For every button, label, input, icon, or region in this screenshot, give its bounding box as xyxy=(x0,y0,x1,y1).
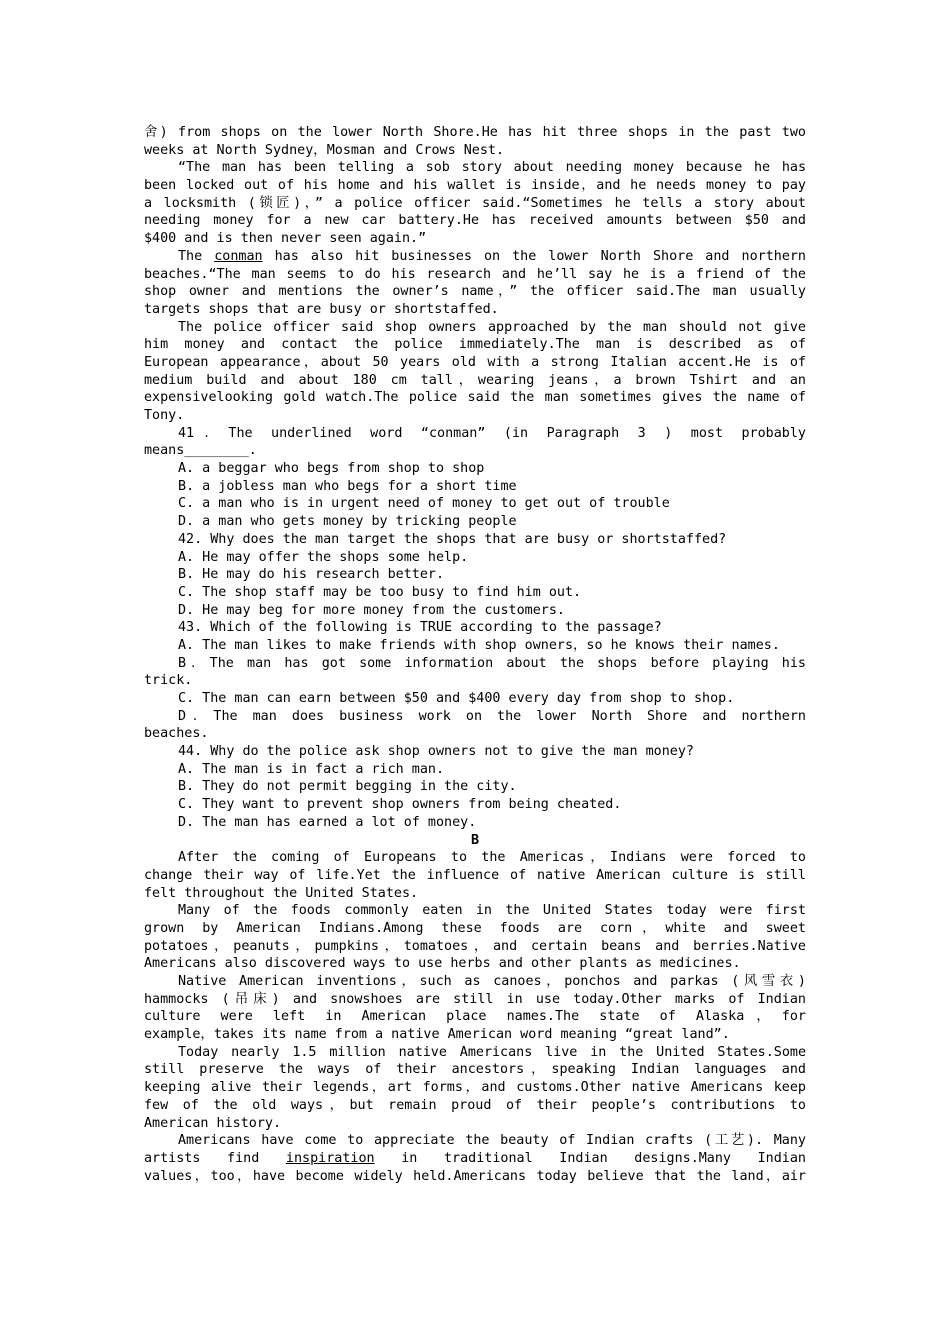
passage-line: Americans have come to appreciate the beauty of Indian crafts (工艺). Many xyxy=(178,1133,806,1149)
passage-line: grown by American Indians.Among these foods are corn，white and sweet xyxy=(144,920,806,936)
question-line: means________. xyxy=(144,443,257,459)
question-line: C. The shop staff may be too busy to find him out. xyxy=(178,584,582,600)
passage-line: potatoes，peanuts，pumpkins，tomatoes，and certain beans and berries.Native xyxy=(144,938,806,954)
question-line: beaches. xyxy=(144,726,209,742)
passage-line: beaches.“The man seems to do his research and he’ll say he is a friend of the xyxy=(144,266,806,282)
question-line: 42. Why does the man target the shops that are busy or shortstaffed? xyxy=(178,531,727,547)
question-line: 43. Which of the following is TRUE according to the passage? xyxy=(178,620,662,636)
passage-line: expensivelooking gold watch.The police said the man sometimes gives the name of xyxy=(144,390,806,406)
passage-line: him money and contact the police immediately.The man is described as of xyxy=(144,337,806,353)
question-line: D. He may beg for more money from the customers. xyxy=(178,602,565,618)
passage-line: hammocks (吊床) and snowshoes are still in use today.Other marks of Indian xyxy=(144,991,806,1007)
question-list xyxy=(144,425,806,832)
question-line: 44. Why do the police ask shop owners not to give the man money? xyxy=(178,744,694,760)
question-line: A. a beggar who begs from shop to shop xyxy=(178,461,485,477)
passage-line: American history. xyxy=(144,1115,282,1131)
passage-line: “The man has been telling a sob story about needing money because he has xyxy=(178,160,806,176)
question-line: C. They want to prevent shop owners from being cheated. xyxy=(178,797,622,813)
passage-line: shop owner and mentions the owner’s name，” the officer said.The man usually xyxy=(144,284,806,300)
question-line: 41．The underlined word “conman” (in Paragraph 3 ) most probably xyxy=(178,425,806,441)
passage-line: Tony. xyxy=(144,408,185,423)
passage-a xyxy=(144,124,806,425)
passage-line: The conman has also hit businesses on the lower North Shore and northern xyxy=(178,248,806,264)
question-line: B．The man has got some information about the shops before playing his xyxy=(178,655,806,671)
passage-line: After the coming of Europeans to the Americas，Indians were forced to xyxy=(178,850,806,866)
passage-line: targets shops that are busy or shortstaffed. xyxy=(144,301,499,317)
question-line: A. The man likes to make friends with shop owners，so he knows their names. xyxy=(178,637,780,653)
question-line: B. He may do his research better. xyxy=(178,567,445,583)
question-line: D．The man does business work on the lower North Shore and northern xyxy=(178,708,806,724)
question-line: B. a jobless man who begs for a short time xyxy=(178,478,517,494)
passage-line: a locksmith (锁匠)，” a police officer said.“Sometimes he tells a story about xyxy=(144,195,806,211)
underlined-word: conman xyxy=(214,248,263,264)
passage-line: Today nearly 1.5 million native Americans live in the United States.Some xyxy=(178,1044,806,1060)
question-line: trick. xyxy=(144,673,193,689)
passage-line: 舍) from shops on the lower North Shore.He has hit three shops in the past two xyxy=(144,125,806,140)
question-line: A. He may offer the shops some help. xyxy=(178,549,469,565)
passage-line: European appearance，about 50 years old with a strong Italian accent.He is of xyxy=(144,354,806,370)
question-line: D. a man who gets money by tricking people xyxy=(178,514,517,530)
passage-line: Many of the foods commonly eaten in the United States today were first xyxy=(178,903,806,919)
passage-line: weeks at North Sydney，Mosman and Crows Nest. xyxy=(144,142,505,158)
passage-line: artists find inspiration in traditional Indian designs.Many Indian xyxy=(144,1150,806,1166)
passage-line: been locked out of his home and his wallet is inside，and he needs money to pay xyxy=(144,178,806,194)
question-line: C. a man who is in urgent need of money to get out of trouble xyxy=(178,496,670,512)
passage-b xyxy=(144,849,806,1185)
passage-line: example，takes its name from a native American word meaning “great land”. xyxy=(144,1027,730,1043)
passage-line: still preserve the ways of their ancestors，speaking Indian languages and xyxy=(144,1062,806,1078)
passage-line: keeping alive their legends，art forms，and customs.Other native Americans keep xyxy=(144,1080,806,1096)
passage-line: The police officer said shop owners approached by the man should not give xyxy=(178,319,806,335)
section-b-heading: B xyxy=(470,832,480,848)
question-line: A. The man is in fact a rich man. xyxy=(178,761,445,777)
passage-line: Native American inventions，such as canoes，ponchos and parkas (风雪衣) xyxy=(178,974,806,989)
passage-line: felt throughout the United States. xyxy=(144,885,419,901)
passage-line: culture were left in American place names.The state of Alaska，for xyxy=(144,1009,806,1025)
passage-line: $400 and is then never seen again.” xyxy=(144,231,427,247)
question-line: C. The man can earn between $50 and $400 every day from shop to shop. xyxy=(178,691,735,706)
passage-line: medium build and about 180 cm tall，wearing jeans，a brown Tshirt and an xyxy=(144,372,806,388)
question-line: B. They do not permit begging in the city. xyxy=(178,779,517,795)
passage-line: few of the old ways，but remain proud of their people’s contributions to xyxy=(144,1097,806,1113)
passage-line: values，too，have become widely held.Americans today believe that the land，air xyxy=(144,1168,806,1184)
document-body xyxy=(144,124,806,1185)
passage-line: Americans also discovered ways to use herbs and other plants as medicines. xyxy=(144,956,741,972)
passage-line: needing money for a new car battery.He has received amounts between $50 and xyxy=(144,213,806,229)
question-line: D. The man has earned a lot of money. xyxy=(178,814,477,830)
underlined-word: inspiration xyxy=(285,1150,375,1166)
passage-line: change their way of life.Yet the influence of native American culture is still xyxy=(144,867,806,883)
